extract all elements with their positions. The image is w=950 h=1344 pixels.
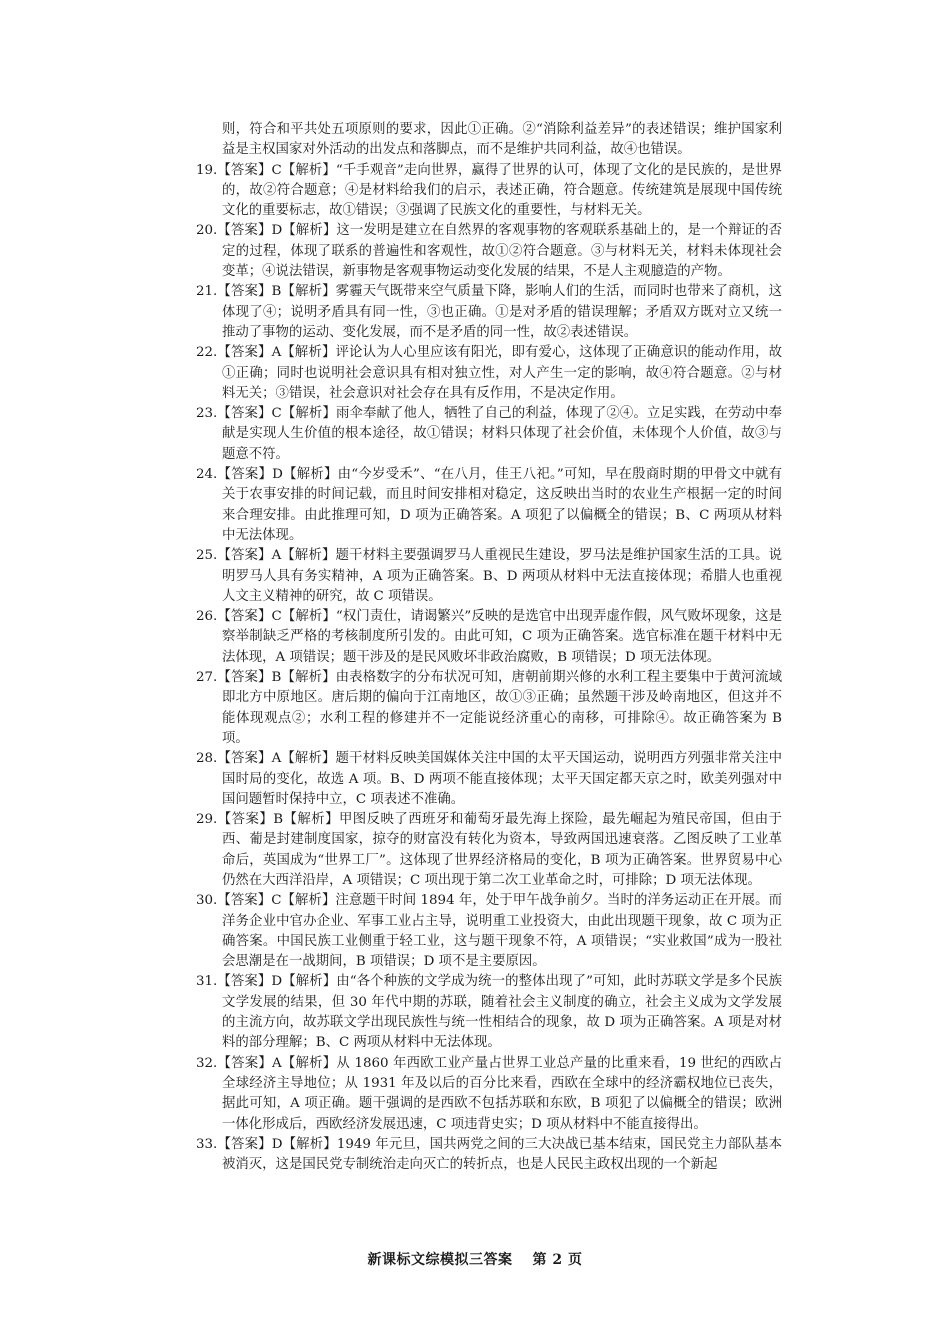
answer-item <box>196 343 782 404</box>
answer-text: 【答案】A【解析】从 1860 年西欧工业产量占世界工业总产量的比重来看，19 世纪的西欧占全球经济主导地位；从 1931 年及以后的百分比来看，西欧在全球中的经济霸权地位已丧失，据此可知，A 项正确。题干强调的是西欧不包括苏联和东欧，B 项犯了以偏概全的错误；欧洲一体化形成后，西欧经济发展迅速，C 项违背史实；D 项从材料中不能直接得出。 <box>217 1055 782 1132</box>
answer-item <box>196 221 782 282</box>
answer-number: 31. <box>196 974 218 990</box>
answer-item <box>196 404 782 465</box>
answer-item <box>196 810 782 891</box>
answer-number: 22. <box>196 345 218 361</box>
answer-number: 21. <box>196 284 218 300</box>
answer-number: 27. <box>196 670 218 686</box>
answer-text: 【答案】C【解析】“千手观音”走向世界，赢得了世界的认可，体现了文化的是民族的，是世界的，故②符合题意；④是材料给我们的启示，表述正确，符合题意。传统建筑是展现中国传统文化的重要标志，故①错误；③强调了民族文化的重要性，与材料无关。 <box>217 162 782 219</box>
answer-text: 【答案】D【解析】由“各个种族的文学成为统一的整体出现了”可知，此时苏联文学是多个民族文学发展的结果，但 30 年代中期的苏联，随着社会主义制度的确立，社会主义成为文学发展的主流方向，故苏联文学出现民族性与统一性相结合的现象，故 D 项为正确答案。A 项是对材料的部分理解；B、C 两项从材料中无法体现。 <box>217 974 782 1051</box>
answer-number: 29. <box>196 812 218 828</box>
answer-item <box>196 891 782 972</box>
answer-text: 【答案】B【解析】雾霾天气既带来空气质量下降，影响人们的生活，而同时也带来了商机，这体现了④；说明矛盾具有同一性，③也正确。①是对矛盾的错误理解；矛盾双方既对立又统一推动了事物的运动、变化发展，而不是矛盾的同一性，故②表述错误。 <box>217 284 782 340</box>
answer-text: 【答案】C【解析】“权门责仕，请谒繁兴”反映的是选官中出现弄虚作假，风气败坏现象，这是察举制缺乏严格的考核制度所引发的。由此可知，C 项为正确答案。选官标准在题干材料中无法体现，A 项错误；题干涉及的是民风败坏非政治腐败，B 项错误；D 项无法体现。 <box>217 609 782 665</box>
page-footer <box>0 1249 950 1269</box>
answer-item <box>196 465 782 546</box>
answer-text: 【答案】A【解析】题干材料反映美国媒体关注中国的太平天国运动，说明西方列强非常关注中国时局的变化，故选 A 项。B、D 两项不能直接体现；太平天国定都天京之时，欧美列强对中国问题暂时保持中立，C 项表述不准确。 <box>217 751 782 807</box>
answer-text: 【答案】C【解析】雨伞奉献了他人，牺牲了自己的利益，体现了②④。立足实践，在劳动中奉献是实现人生价值的根本途径，故①错误；材料只体现了社会价值，未体现个人价值，故③与题意不符。 <box>217 406 782 462</box>
answer-text: 【答案】B【解析】甲图反映了西班牙和葡萄牙最先海上探险，最先崛起为殖民帝国，但由于西、葡是封建制度国家，掠夺的财富没有转化为资本，导致两国迅速衰落。乙图反映了工业革命后，英国成为“世界工厂”。这体现了世界经济格局的变化，B 项为正确答案。世界贸易中心仍然在大西洋沿岸，A 项错误；C 项出现于第二次工业革命之时，可排除；D 项无法体现。 <box>217 812 782 888</box>
answer-number: 26. <box>196 609 218 625</box>
answer-item <box>196 161 782 222</box>
answer-item <box>196 1135 782 1176</box>
answer-number: 24. <box>196 467 218 483</box>
answer-item <box>196 282 782 343</box>
answer-item <box>196 972 782 1053</box>
answer-number: 25. <box>196 548 218 564</box>
answer-text: 【答案】D【解析】由“今岁受禾”、“在八月，佳王八祀。”可知，早在殷商时期的甲骨文中就有关于农事安排的时间记载，而且时间安排相对稳定，这反映出当时的农业生产根据一定的时间来合理安排。由此推理可知，D 项为正确答案。A 项犯了以偏概全的错误；B、C 两项从材料中无法体现。 <box>217 467 782 543</box>
answer-item <box>196 749 782 810</box>
answer-list <box>196 120 782 1175</box>
answer-number: 33. <box>196 1136 218 1152</box>
answer-text: 【答案】D【解析】这一发明是建立在自然界的客观事物的客观联系基础上的，是一个辩证的否定的过程，体现了联系的普遍性和客观性，故①②符合题意。③与材料无关，材料未体现社会变革；④说法错误，新事物是客观事物运动变化发展的结果，不是人主观臆造的产物。 <box>217 223 782 280</box>
answer-item <box>196 607 782 668</box>
answer-number: 30. <box>196 893 218 909</box>
answer-number: 28. <box>196 751 218 767</box>
answer-item <box>196 1054 782 1135</box>
answer-text: 【答案】C【解析】注意题干时间 1894 年，处于甲午战争前夕。当时的洋务运动正在开展。而洋务企业中官办企业、军事工业占主导，说明重工业投资大，由此出现题干现象，故 C 项为正确答案。中国民族工业侧重于轻工业，这与题干现象不符，A 项错误；“实业救国”成为一股社会思潮是在一战期间，B 项错误；D 项不是主要原因。 <box>217 893 782 970</box>
continuation-paragraph: 则，符合和平共处五项原则的要求，因此①正确。②“消除利益差异”的表述错误；维护国家利益是主权国家对外活动的出发点和落脚点，而不是维护共同利益，故④也错误。 <box>222 122 782 158</box>
answer-text: 【答案】B【解析】由表格数字的分布状况可知，唐朝前期兴修的水利工程主要集中于黄河流域即北方中原地区。唐后期的偏向于江南地区，故①③正确；虽然题干涉及岭南地区，但这并不能体现观点②；水利工程的修建并不一定能说经济重心的南移，可排除④。故正确答案为 B 项。 <box>217 670 782 746</box>
answer-number: 23. <box>196 406 218 422</box>
answer-text: 【答案】A【解析】评论认为人心里应该有阳光，即有爱心，这体现了正确意识的能动作用，故①正确；同时也说明社会意识具有相对独立性，对人产生一定的影响，故④符合题意。②与材料无关；③错误，社会意识对社会存在具有反作用，不是决定作用。 <box>217 345 782 401</box>
answer-number: 20. <box>196 223 218 239</box>
answer-text: 【答案】A【解析】题干材料主要强调罗马人重视民生建设，罗马法是维护国家生活的工具。说明罗马人具有务实精神，A 项为正确答案。B、D 两项从材料中无法直接体现；希腊人也重视人文主义精神的研究，故 C 项错误。 <box>217 548 782 604</box>
answer-number: 19. <box>196 162 218 178</box>
answer-items <box>196 161 782 1176</box>
answer-item <box>196 668 782 749</box>
answer-number: 32. <box>196 1055 218 1071</box>
answer-item <box>196 546 782 607</box>
footer-title: 新课标文综模拟三答案 <box>367 1252 513 1268</box>
footer-page-number: 第 2 页 <box>532 1252 583 1268</box>
answer-text: 【答案】D【解析】1949 年元旦，国共两党之间的三大决战已基本结束，国民党主力部队基本被消灭，这是国民党专制统治走向灭亡的转折点，也是人民民主政权出现的一个新起 <box>217 1136 782 1173</box>
